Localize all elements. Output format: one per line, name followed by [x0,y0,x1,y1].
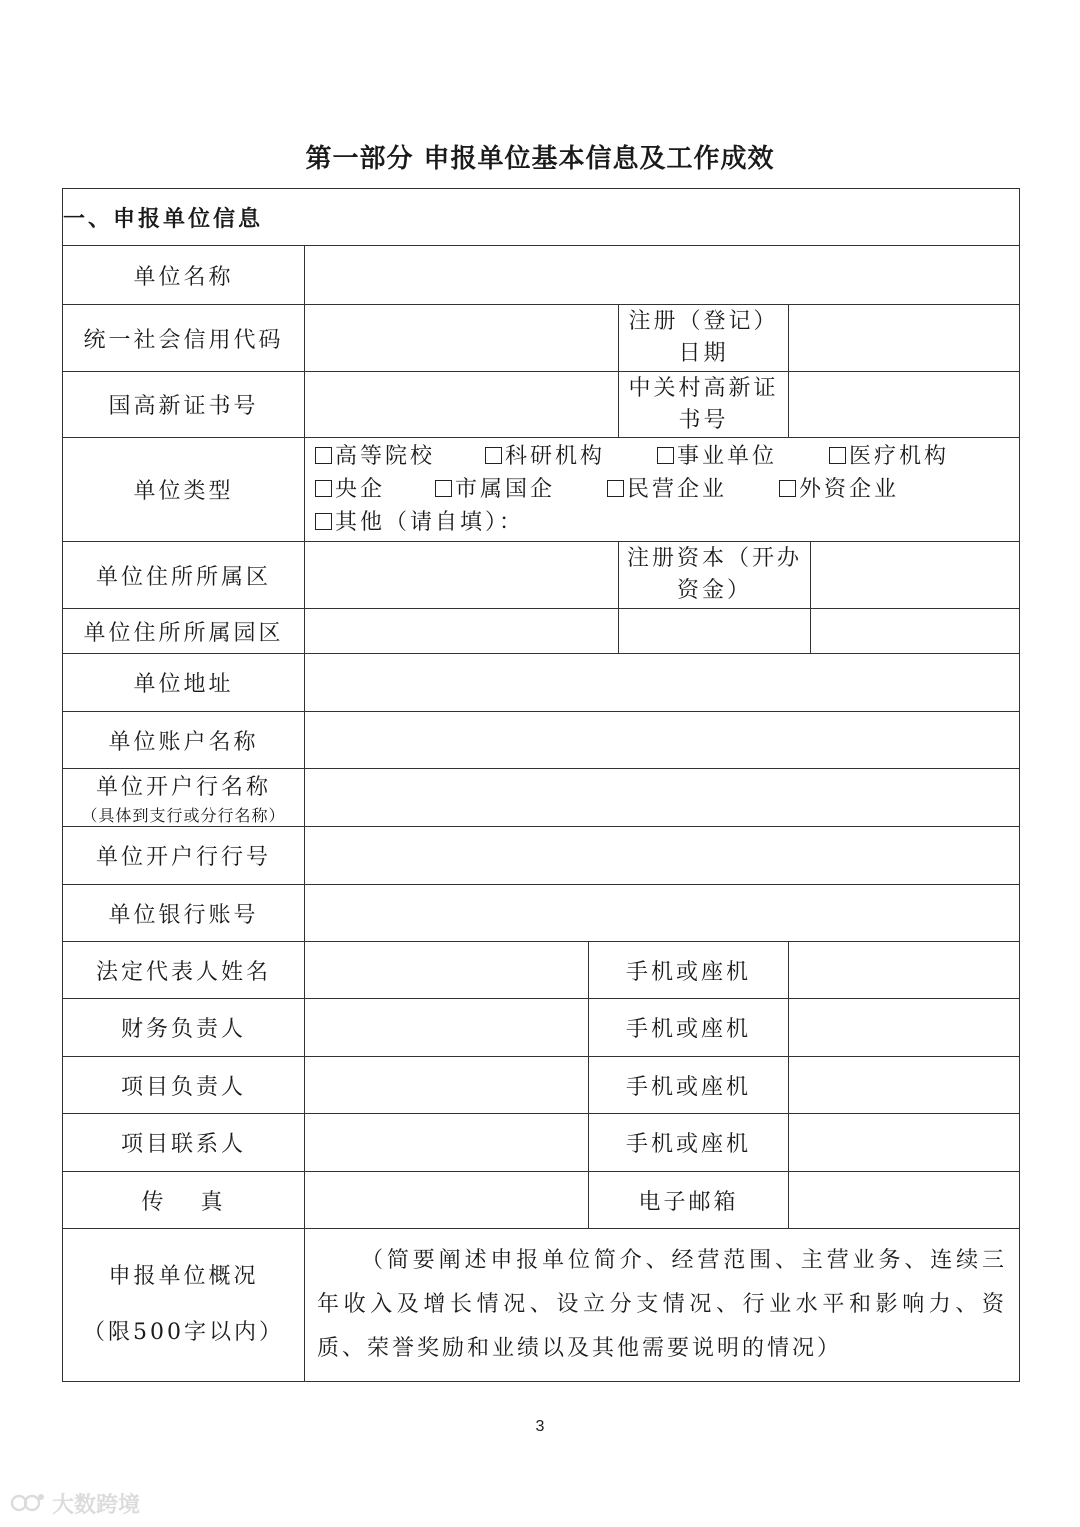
field-project-head[interactable] [305,1057,589,1114]
field-project-head-phone[interactable] [789,1057,1020,1114]
field-account-name[interactable] [305,712,1020,769]
watermark [10,1488,140,1518]
option-medical-institution[interactable]: 医疗机构 [829,440,949,473]
label-bank-account: 单位银行账号 [63,885,305,942]
field-project-contact[interactable] [305,1114,589,1172]
field-finance-head-phone[interactable] [789,999,1020,1057]
watermark-text: 大数跨境 [52,1492,141,1518]
label-legal-rep-phone: 手机或座机 [589,942,789,999]
label-fax: 传 真 [63,1172,305,1229]
checkbox-icon[interactable] [829,447,846,464]
label-bank-name-text: 单位开户行名称 [95,774,271,800]
field-bank-code[interactable] [305,827,1020,885]
section-heading: 一、申报单位信息 [63,189,1020,246]
option-central-soe[interactable]: 央企 [315,473,425,506]
label-bank-name-note: （具体到支行或分行名称） [81,805,286,825]
label-unit-name: 单位名称 [63,246,305,305]
application-form-table [62,188,1020,1382]
option-municipal-soe[interactable]: 市属国企 [435,473,597,506]
label-zgc-cert: 中关村高新证书号 [619,372,789,438]
checkbox-icon[interactable] [315,513,332,530]
field-finance-head[interactable] [305,999,589,1057]
page-title: 第一部分 申报单位基本信息及工作成效 [305,144,775,174]
label-unit-type: 单位类型 [63,438,305,542]
label-email: 电子邮箱 [589,1172,789,1229]
label-account-name: 单位账户名称 [63,712,305,769]
label-reg-capital: 注册资本（开办资金） [619,542,811,609]
option-foreign-enterprise[interactable]: 外资企业 [779,473,899,506]
field-park[interactable] [305,609,619,654]
option-other[interactable]: 其他（请自填）： [315,506,524,539]
field-reg-capital[interactable] [811,542,1020,609]
label-district: 单位住所所属区 [63,542,305,609]
watermark-logo-icon [10,1491,46,1515]
field-reg-date[interactable] [789,305,1020,372]
field-unit-name[interactable] [305,246,1020,305]
label-project-head: 项目负责人 [63,1057,305,1114]
label-bank-code: 单位开户行行号 [63,827,305,885]
label-legal-rep: 法定代表人姓名 [63,942,305,999]
field-legal-rep-phone[interactable] [789,942,1020,999]
field-project-contact-phone[interactable] [789,1114,1020,1172]
label-overview [63,1229,305,1382]
checkbox-icon[interactable] [607,480,624,497]
label-reg-date: 注册（登记）日期 [619,305,789,372]
field-park-extra[interactable] [619,609,811,654]
label-address: 单位地址 [63,654,305,712]
option-private-enterprise[interactable]: 民营企业 [607,473,769,506]
label-hightech-cert: 国高新证书号 [63,372,305,438]
label-overview-limit: （限500字以内） [83,1320,284,1345]
option-research-institute[interactable]: 科研机构 [485,440,647,473]
label-project-head-phone: 手机或座机 [589,1057,789,1114]
field-bank-account[interactable] [305,885,1020,942]
field-bank-name[interactable] [305,769,1020,827]
label-overview-title: 申报单位概况 [108,1264,259,1289]
field-overview[interactable]: （简要阐述申报单位简介、经营范围、主营业务、连续三年收入及增长情况、设立分支情况、行业水平和影响力、资质、荣誉奖励和业绩以及其他需要说明的情况） [305,1229,1020,1382]
field-credit-code[interactable] [305,305,619,372]
field-fax[interactable] [305,1172,589,1229]
field-zgc-cert[interactable] [789,372,1020,438]
field-address[interactable] [305,654,1020,712]
field-legal-rep[interactable] [305,942,589,999]
field-district[interactable] [305,542,619,609]
option-university[interactable]: 高等院校 [315,440,475,473]
label-finance-head-phone: 手机或座机 [589,999,789,1057]
label-park: 单位住所所属园区 [63,609,305,654]
field-park-extra-2[interactable] [811,609,1020,654]
option-public-institution[interactable]: 事业单位 [657,440,819,473]
checkbox-icon[interactable] [435,480,452,497]
checkbox-icon[interactable] [779,480,796,497]
page-number: 3 [535,1418,545,1435]
checkbox-icon[interactable] [485,447,502,464]
label-credit-code: 统一社会信用代码 [63,305,305,372]
unit-type-options [305,438,1020,542]
checkbox-icon[interactable] [315,480,332,497]
label-project-contact: 项目联系人 [63,1114,305,1172]
field-hightech-cert[interactable] [305,372,619,438]
label-bank-name [63,769,305,827]
field-email[interactable] [789,1172,1020,1229]
label-project-contact-phone: 手机或座机 [589,1114,789,1172]
checkbox-icon[interactable] [657,447,674,464]
checkbox-icon[interactable] [315,447,332,464]
label-finance-head: 财务负责人 [63,999,305,1057]
